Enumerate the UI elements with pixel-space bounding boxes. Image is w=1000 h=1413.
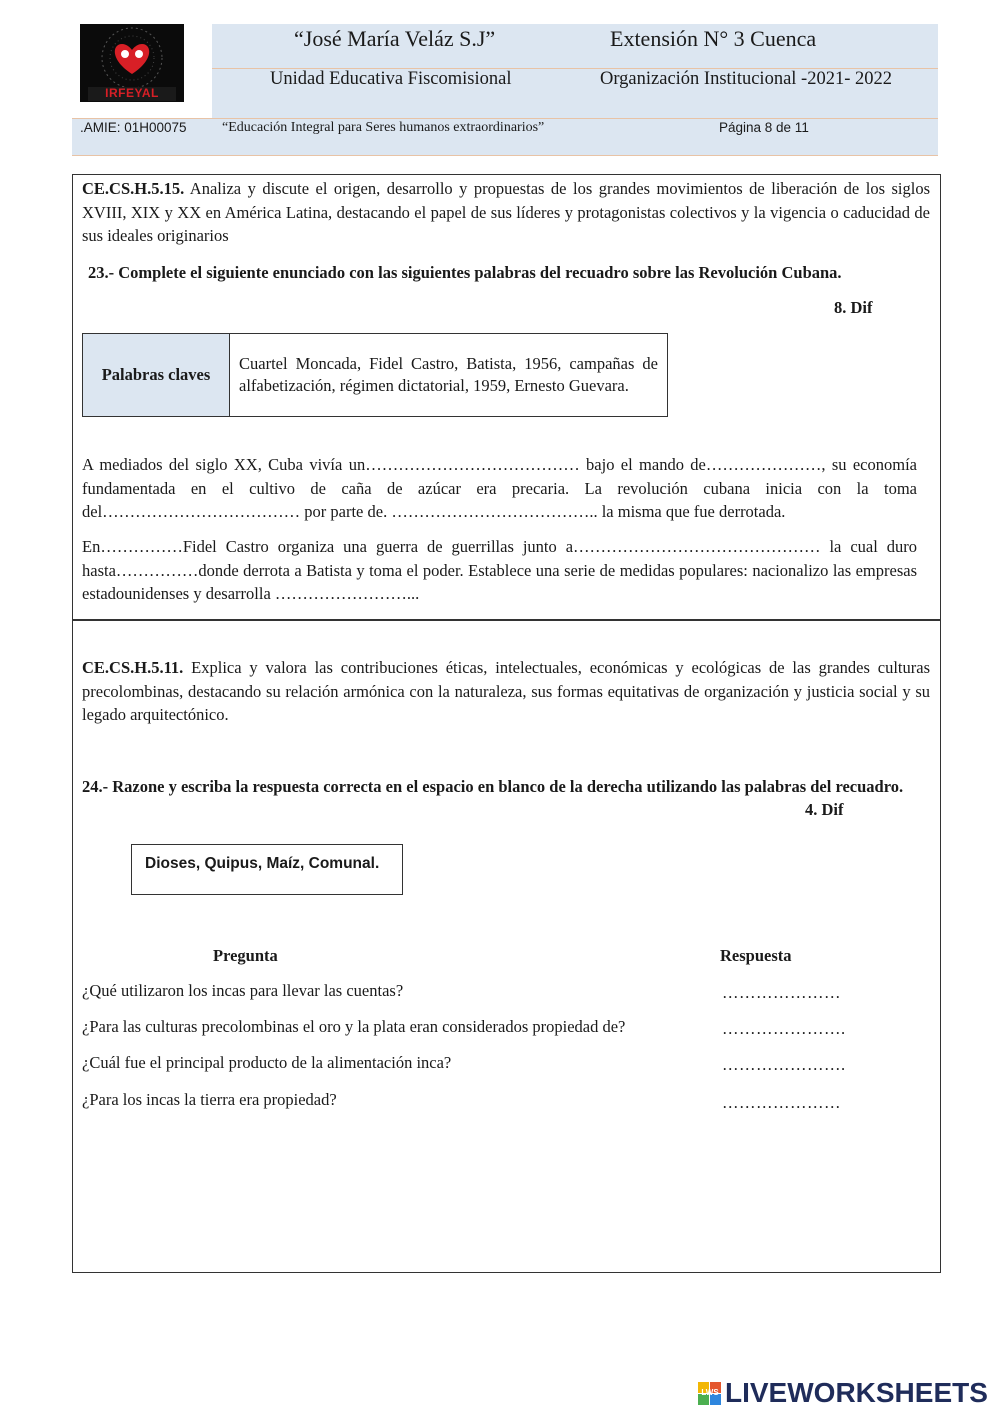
extension-label: Extensión N° 3 Cuenca (610, 26, 817, 51)
keywords-table (82, 333, 668, 417)
question-row-4: ¿Para los incas la tierra era propiedad? (82, 1090, 337, 1109)
liveworksheets-icon-letters: LWS (701, 1388, 719, 1397)
organization-label: Organización Institucional -2021- 2022 (600, 69, 892, 89)
question-23-difficulty: 8. Dif (834, 298, 873, 317)
question-23: 23.- Complete el siguiente enunciado con las siguientes palabras del recuadro sobre las Revolución Cubana. (88, 263, 842, 282)
logo-text: IRFEYAL (105, 86, 159, 100)
page-number: Página 8 de 11 (719, 120, 809, 135)
answer-blank-3[interactable]: …………………. (722, 1055, 846, 1074)
criterion-ce-cs-h-5-15 (82, 177, 930, 248)
criterion-code: CE.CS.H.5.15. (82, 179, 185, 198)
criterion-ce-cs-h-5-11 (82, 656, 930, 727)
question-24-difficulty: 4. Dif (805, 800, 844, 819)
keywords-label-cell (83, 334, 230, 417)
school-motto: “Educación Integral para Seres humanos extraordinarios” (222, 120, 545, 135)
answer-words: Dioses, Quipus, Maíz, Comunal. (145, 855, 380, 872)
fill-paragraph-1: A mediados del siglo XX, Cuba vivía un………………………………… bajo el mando de…………………, su economía fundamentada en el cultivo de caña de azúcar era precaria. La revolución cubana inicia con la toma del……………………………… por parte de. ……………………………….. la misma que fue derrotada. (82, 455, 917, 521)
unit-type: Unidad Educativa Fiscomisional (270, 69, 512, 89)
answer-blank-4[interactable]: ………………… (722, 1093, 841, 1112)
liveworksheets-text: LIVEWORKSHEETS (725, 1377, 988, 1408)
fill-paragraph-2: En……………Fidel Castro organiza una guerra de guerrillas junto a……………………………………… la cual duro hasta……………donde derrota a Batista y toma el poder. Establece una serie de medidas populares: nacionalizo las empresas estadounidenses y desarrolla ……………………... (82, 537, 917, 603)
question-row-1: ¿Qué utilizaron los incas para llevar las cuentas? (82, 981, 404, 1000)
document-header (72, 24, 938, 154)
answer-blank-2[interactable]: …………………. (722, 1019, 846, 1038)
answer-blank-1[interactable]: ………………… (722, 983, 841, 1002)
keywords-list: Cuartel Moncada, Fidel Castro, Batista, 1956, campañas de alfabetización, régimen dictatorial, 1959, Ernesto Guevara. (239, 353, 658, 395)
question-row-2: ¿Para las culturas precolombinas el oro y la plata eran considerados propiedad de? (82, 1017, 626, 1036)
column-header-question: Pregunta (213, 946, 278, 965)
question-row-3: ¿Cuál fue el principal producto de la alimentación inca? (82, 1053, 452, 1072)
question-24: 24.- Razone y escriba la respuesta correcta en el espacio en blanco de la derecha utilizando las palabras del recuadro. (82, 777, 904, 796)
criterion-code-2: CE.CS.H.5.11. (82, 658, 184, 677)
criterion-text-2: Explica y valora las contribuciones éticas, intelectuales, económicas y ecológicas de las grandes culturas precolombinas, destacando su relación armónica con la naturaleza, sus formas equitativas de organización y justicia social y su legado arquitectónico. (82, 658, 930, 724)
liveworksheets-brand (725, 1377, 988, 1409)
school-name: “José María Veláz S.J” (294, 26, 496, 51)
keywords-label: Palabras claves (101, 364, 211, 384)
liveworksheets-icon (698, 1382, 722, 1406)
answer-word-box (131, 844, 403, 895)
amie-code: .AMIE: 01H00075 (80, 120, 187, 135)
column-header-answer: Respuesta (720, 946, 792, 965)
keywords-cell (230, 334, 668, 417)
criterion-text: Analiza y discute el origen, desarrollo y propuestas de los grandes movimientos de liberación de los siglos XVIII, XIX y XX en América Latina, destacando el papel de sus líderes y protagonistas colectivos y la vigencia o caducidad de sus ideales originarios (82, 179, 930, 245)
school-logo (80, 24, 184, 102)
